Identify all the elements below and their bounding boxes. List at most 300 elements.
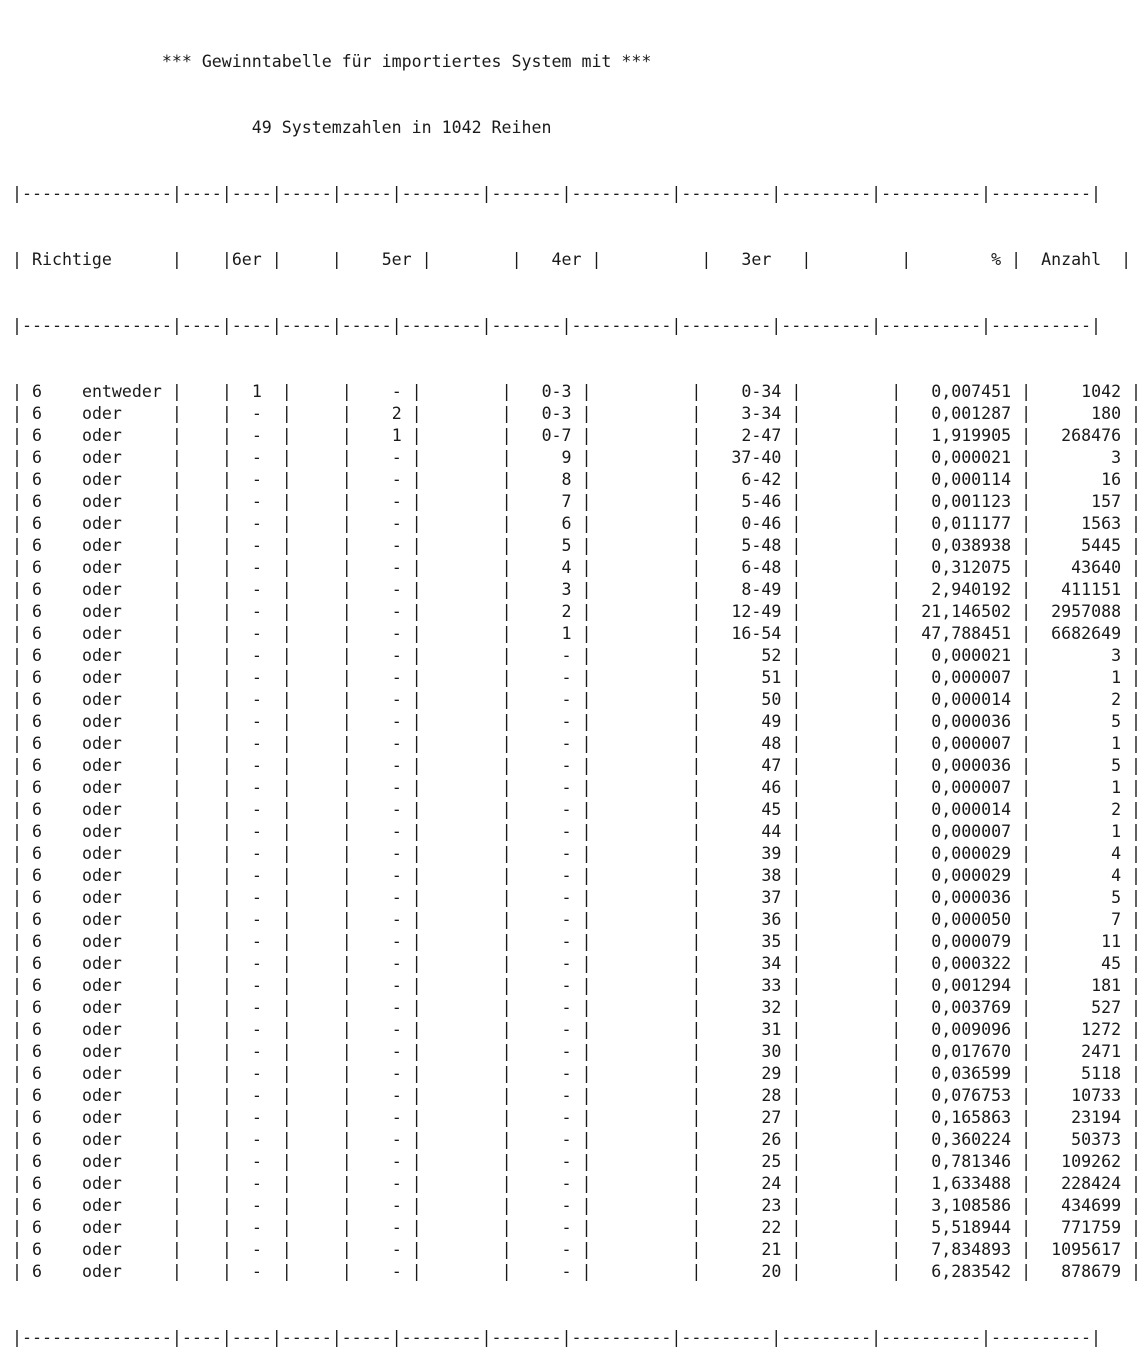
cell-percent: 0,000007 <box>921 822 1012 841</box>
cell-5er: - <box>391 448 402 467</box>
cell-wahl: oder <box>81 426 162 445</box>
cell-5er: - <box>391 1042 402 1061</box>
cell-wahl: oder <box>81 932 162 951</box>
cell-richtige: 6 <box>31 1174 72 1193</box>
cell-wahl: oder <box>81 778 162 797</box>
cell-5er: - <box>391 1262 402 1281</box>
cell-wahl: oder <box>81 954 162 973</box>
cell-richtige: 6 <box>31 1108 72 1127</box>
cell-3er: 39 <box>731 844 782 863</box>
cell-3er: 28 <box>731 1086 782 1105</box>
cell-richtige: 6 <box>31 514 72 533</box>
cell-anzahl: 2471 <box>1051 1042 1122 1061</box>
table-row: | 6 oder | | - | | - | | - | | 52 | | 0,000021 | 3 | <box>12 646 1141 665</box>
table-rule-header: |---------------|----|----|-----|-----|--------|-------|----------|---------|---------|----------|----------| <box>12 316 1101 335</box>
cell-wahl: oder <box>81 800 162 819</box>
cell-6er: - <box>251 558 262 577</box>
cell-6er: - <box>251 1262 262 1281</box>
table-row: | 6 oder | | - | | - | | 2 | | 12-49 | | 21,146502 | 2957088 | <box>12 602 1141 621</box>
cell-5er: - <box>391 1174 402 1193</box>
table-row: | 6 oder | | - | | - | | - | | 36 | | 0,000050 | 7 | <box>12 910 1141 929</box>
cell-6er: - <box>251 1042 262 1061</box>
cell-percent: 0,312075 <box>921 558 1012 577</box>
cell-5er: 2 <box>391 404 402 423</box>
cell-percent: 1,633488 <box>921 1174 1012 1193</box>
table-row: | 6 oder | | - | | - | | - | | 21 | | 7,834893 | 1095617 | <box>12 1240 1141 1259</box>
cell-wahl: oder <box>81 844 162 863</box>
cell-3er: 31 <box>731 1020 782 1039</box>
cell-6er: - <box>251 1218 262 1237</box>
cell-3er: 51 <box>731 668 782 687</box>
cell-4er: 4 <box>541 558 572 577</box>
cell-anzahl: 5 <box>1051 888 1122 907</box>
title-indent-2 <box>12 118 252 137</box>
cell-6er: - <box>251 800 262 819</box>
cell-percent: 0,000029 <box>921 866 1012 885</box>
cell-5er: - <box>391 602 402 621</box>
cell-percent: 0,000021 <box>921 448 1012 467</box>
cell-4er: 0-3 <box>541 404 572 423</box>
cell-5er: - <box>391 558 402 577</box>
title-line-1 <box>12 51 1141 73</box>
cell-percent: 0,000114 <box>921 470 1012 489</box>
cell-6er: - <box>251 822 262 841</box>
cell-percent: 47,788451 <box>921 624 1012 643</box>
cell-percent: 0,000079 <box>921 932 1012 951</box>
table-row: | 6 oder | | - | | - | | - | | 27 | | 0,165863 | 23194 | <box>12 1108 1141 1127</box>
cell-4er: - <box>541 690 572 709</box>
cell-4er: 1 <box>541 624 572 643</box>
cell-percent: 0,000036 <box>921 888 1012 907</box>
cell-wahl: oder <box>81 1130 162 1149</box>
cell-5er: - <box>391 514 402 533</box>
cell-anzahl: 157 <box>1051 492 1122 511</box>
cell-richtige: 6 <box>31 602 72 621</box>
cell-percent: 0,000007 <box>921 778 1012 797</box>
cell-richtige: 6 <box>31 756 72 775</box>
cell-richtige: 6 <box>31 954 72 973</box>
cell-4er: 3 <box>541 580 572 599</box>
cell-4er: - <box>541 1218 572 1237</box>
cell-6er: - <box>251 778 262 797</box>
cell-anzahl: 771759 <box>1051 1218 1122 1237</box>
cell-4er: - <box>541 888 572 907</box>
cell-wahl: oder <box>81 514 162 533</box>
cell-5er: - <box>391 668 402 687</box>
header-percent: % <box>991 250 1002 269</box>
table-row: | 6 oder | | - | | - | | - | | 44 | | 0,000007 | 1 | <box>12 822 1141 841</box>
cell-3er: 3-34 <box>731 404 782 423</box>
cell-wahl: oder <box>81 1174 162 1193</box>
cell-percent: 21,146502 <box>921 602 1012 621</box>
title-text-1: *** Gewinntabelle für importiertes System mit *** <box>161 52 652 71</box>
cell-4er: - <box>541 1020 572 1039</box>
cell-4er: - <box>541 1240 572 1259</box>
cell-percent: 0,781346 <box>921 1152 1012 1171</box>
cell-4er: 6 <box>541 514 572 533</box>
cell-5er: - <box>391 492 402 511</box>
cell-richtige: 6 <box>31 558 72 577</box>
cell-percent: 0,001287 <box>921 404 1012 423</box>
cell-wahl: oder <box>81 646 162 665</box>
cell-percent: 0,017670 <box>921 1042 1012 1061</box>
cell-anzahl: 1 <box>1051 734 1122 753</box>
cell-anzahl: 50373 <box>1051 1130 1122 1149</box>
cell-3er: 24 <box>731 1174 782 1193</box>
cell-richtige: 6 <box>31 844 72 863</box>
cell-percent: 0,000021 <box>921 646 1012 665</box>
table-row: | 6 oder | | - | | 2 | | 0-3 | | 3-34 | | 0,001287 | 180 | <box>12 404 1141 423</box>
cell-4er: 9 <box>541 448 572 467</box>
cell-4er: - <box>541 1152 572 1171</box>
cell-richtige: 6 <box>31 1262 72 1281</box>
cell-3er: 30 <box>731 1042 782 1061</box>
cell-3er: 25 <box>731 1152 782 1171</box>
cell-4er: - <box>541 932 572 951</box>
cell-5er: - <box>391 712 402 731</box>
table-row: | 6 oder | | - | | - | | - | | 22 | | 5,518944 | 771759 | <box>12 1218 1141 1237</box>
cell-wahl: oder <box>81 976 162 995</box>
cell-anzahl: 1563 <box>1051 514 1122 533</box>
cell-percent: 0,000014 <box>921 690 1012 709</box>
cell-anzahl: 180 <box>1051 404 1122 423</box>
cell-richtige: 6 <box>31 1086 72 1105</box>
table-row: | 6 oder | | - | | - | | 5 | | 5-48 | | 0,038938 | 5445 | <box>12 536 1141 555</box>
table-row: | 6 oder | | - | | - | | 9 | | 37-40 | | 0,000021 | 3 | <box>12 448 1141 467</box>
cell-anzahl: 878679 <box>1051 1262 1122 1281</box>
table-row: | 6 oder | | - | | - | | 7 | | 5-46 | | 0,001123 | 157 | <box>12 492 1141 511</box>
cell-6er: 1 <box>251 382 262 401</box>
cell-anzahl: 23194 <box>1051 1108 1122 1127</box>
cell-3er: 46 <box>731 778 782 797</box>
cell-wahl: oder <box>81 866 162 885</box>
cell-percent: 0,000036 <box>921 756 1012 775</box>
cell-wahl: oder <box>81 668 162 687</box>
cell-anzahl: 268476 <box>1051 426 1122 445</box>
cell-richtige: 6 <box>31 382 72 401</box>
cell-richtige: 6 <box>31 712 72 731</box>
cell-4er: - <box>541 1196 572 1215</box>
cell-6er: - <box>251 668 262 687</box>
cell-anzahl: 411151 <box>1051 580 1122 599</box>
cell-wahl: oder <box>81 492 162 511</box>
cell-richtige: 6 <box>31 1064 72 1083</box>
table-row: | 6 oder | | - | | - | | - | | 49 | | 0,000036 | 5 | <box>12 712 1141 731</box>
cell-6er: - <box>251 448 262 467</box>
cell-4er: - <box>541 998 572 1017</box>
cell-4er: - <box>541 1174 572 1193</box>
cell-anzahl: 5 <box>1051 756 1122 775</box>
table-body <box>12 381 1141 1283</box>
cell-richtige: 6 <box>31 426 72 445</box>
cell-percent: 0,000007 <box>921 734 1012 753</box>
cell-wahl: oder <box>81 910 162 929</box>
header-3er: 3er <box>741 250 772 269</box>
cell-richtige: 6 <box>31 778 72 797</box>
table-row: | 6 oder | | - | | - | | - | | 38 | | 0,000029 | 4 | <box>12 866 1141 885</box>
cell-3er: 29 <box>731 1064 782 1083</box>
cell-3er: 48 <box>731 734 782 753</box>
table-row: | 6 oder | | - | | - | | - | | 24 | | 1,633488 | 228424 | <box>12 1174 1141 1193</box>
cell-anzahl: 5118 <box>1051 1064 1122 1083</box>
cell-5er: - <box>391 624 402 643</box>
cell-wahl: oder <box>81 602 162 621</box>
cell-6er: - <box>251 1152 262 1171</box>
cell-4er: - <box>541 800 572 819</box>
table-row: | 6 oder | | - | | - | | - | | 48 | | 0,000007 | 1 | <box>12 734 1141 753</box>
cell-percent: 6,283542 <box>921 1262 1012 1281</box>
cell-richtige: 6 <box>31 932 72 951</box>
cell-anzahl: 181 <box>1051 976 1122 995</box>
cell-richtige: 6 <box>31 910 72 929</box>
cell-4er: - <box>541 1262 572 1281</box>
cell-6er: - <box>251 536 262 555</box>
cell-wahl: oder <box>81 1020 162 1039</box>
cell-3er: 33 <box>731 976 782 995</box>
cell-richtige: 6 <box>31 866 72 885</box>
cell-richtige: 6 <box>31 822 72 841</box>
cell-4er: 5 <box>541 536 572 555</box>
cell-3er: 22 <box>731 1218 782 1237</box>
cell-anzahl: 11 <box>1051 932 1122 951</box>
table-header-row: | Richtige | |6er | | 5er | | 4er | | 3er | | % | Anzahl | <box>12 250 1132 269</box>
header-anzahl: Anzahl <box>1041 250 1102 269</box>
table-row: | 6 oder | | - | | - | | 6 | | 0-46 | | 0,011177 | 1563 | <box>12 514 1141 533</box>
cell-wahl: entweder <box>81 382 162 401</box>
cell-4er: - <box>541 1086 572 1105</box>
cell-percent: 7,834893 <box>921 1240 1012 1259</box>
cell-richtige: 6 <box>31 624 72 643</box>
cell-5er: - <box>391 1108 402 1127</box>
header-6er: 6er <box>231 250 262 269</box>
cell-anzahl: 5 <box>1051 712 1122 731</box>
cell-6er: - <box>251 976 262 995</box>
table-row: | 6 oder | | - | | - | | 4 | | 6-48 | | 0,312075 | 43640 | <box>12 558 1141 577</box>
cell-wahl: oder <box>81 1262 162 1281</box>
cell-wahl: oder <box>81 712 162 731</box>
cell-wahl: oder <box>81 1196 162 1215</box>
table-row: | 6 oder | | - | | - | | - | | 32 | | 0,003769 | 527 | <box>12 998 1141 1017</box>
cell-4er: - <box>541 954 572 973</box>
cell-5er: - <box>391 382 402 401</box>
cell-4er: - <box>541 1042 572 1061</box>
cell-4er: 7 <box>541 492 572 511</box>
cell-6er: - <box>251 1196 262 1215</box>
table-row: | 6 oder | | - | | - | | 3 | | 8-49 | | 2,940192 | 411151 | <box>12 580 1141 599</box>
cell-wahl: oder <box>81 1218 162 1237</box>
table-row: | 6 oder | | - | | - | | - | | 35 | | 0,000079 | 11 | <box>12 932 1141 951</box>
table-row: | 6 oder | | - | | - | | - | | 23 | | 3,108586 | 434699 | <box>12 1196 1141 1215</box>
cell-wahl: oder <box>81 1108 162 1127</box>
cell-percent: 0,009096 <box>921 1020 1012 1039</box>
cell-percent: 0,011177 <box>921 514 1012 533</box>
cell-6er: - <box>251 1086 262 1105</box>
cell-3er: 34 <box>731 954 782 973</box>
table-rule-top: |---------------|----|----|-----|-----|--------|-------|----------|---------|---------|----------|----------| <box>12 184 1101 203</box>
cell-5er: - <box>391 1218 402 1237</box>
cell-wahl: oder <box>81 470 162 489</box>
cell-3er: 27 <box>731 1108 782 1127</box>
cell-percent: 0,000036 <box>921 712 1012 731</box>
table-row: | 6 oder | | - | | - | | - | | 20 | | 6,283542 | 878679 | <box>12 1262 1141 1281</box>
cell-anzahl: 527 <box>1051 998 1122 1017</box>
table-row: | 6 oder | | - | | - | | - | | 26 | | 0,360224 | 50373 | <box>12 1130 1141 1149</box>
cell-6er: - <box>251 404 262 423</box>
cell-6er: - <box>251 734 262 753</box>
cell-anzahl: 2957088 <box>1051 602 1122 621</box>
cell-percent: 0,036599 <box>921 1064 1012 1083</box>
table-row: | 6 oder | | - | | - | | - | | 50 | | 0,000014 | 2 | <box>12 690 1141 709</box>
cell-4er: 8 <box>541 470 572 489</box>
cell-percent: 0,165863 <box>921 1108 1012 1127</box>
cell-richtige: 6 <box>31 668 72 687</box>
table-row: | 6 oder | | - | | - | | - | | 46 | | 0,000007 | 1 | <box>12 778 1141 797</box>
cell-4er: - <box>541 976 572 995</box>
cell-wahl: oder <box>81 580 162 599</box>
cell-4er: 0-3 <box>541 382 572 401</box>
table-row: | 6 entweder | | 1 | | - | | 0-3 | | 0-34 | | 0,007451 | 1042 | <box>12 382 1141 401</box>
cell-3er: 44 <box>731 822 782 841</box>
cell-wahl: oder <box>81 756 162 775</box>
cell-richtige: 6 <box>31 1218 72 1237</box>
cell-3er: 37-40 <box>731 448 782 467</box>
cell-richtige: 6 <box>31 888 72 907</box>
cell-percent: 0,076753 <box>921 1086 1012 1105</box>
cell-4er: 0-7 <box>541 426 572 445</box>
cell-6er: - <box>251 1064 262 1083</box>
table-row: | 6 oder | | - | | - | | 8 | | 6-42 | | 0,000114 | 16 | <box>12 470 1141 489</box>
cell-5er: - <box>391 888 402 907</box>
cell-3er: 20 <box>731 1262 782 1281</box>
cell-5er: - <box>391 1240 402 1259</box>
cell-3er: 49 <box>731 712 782 731</box>
cell-anzahl: 4 <box>1051 844 1122 863</box>
cell-richtige: 6 <box>31 800 72 819</box>
cell-6er: - <box>251 1240 262 1259</box>
cell-richtige: 6 <box>31 492 72 511</box>
cell-4er: - <box>541 646 572 665</box>
cell-3er: 8-49 <box>731 580 782 599</box>
cell-wahl: oder <box>81 1042 162 1061</box>
table-row: | 6 oder | | - | | - | | - | | 28 | | 0,076753 | 10733 | <box>12 1086 1141 1105</box>
cell-3er: 35 <box>731 932 782 951</box>
cell-4er: - <box>541 1064 572 1083</box>
cell-wahl: oder <box>81 536 162 555</box>
cell-3er: 50 <box>731 690 782 709</box>
cell-richtige: 6 <box>31 470 72 489</box>
cell-5er: - <box>391 1152 402 1171</box>
cell-4er: 2 <box>541 602 572 621</box>
cell-percent: 1,919905 <box>921 426 1012 445</box>
cell-5er: - <box>391 470 402 489</box>
cell-anzahl: 3 <box>1051 448 1122 467</box>
cell-3er: 5-46 <box>731 492 782 511</box>
cell-wahl: oder <box>81 1152 162 1171</box>
table-row: | 6 oder | | - | | - | | - | | 29 | | 0,036599 | 5118 | <box>12 1064 1141 1083</box>
cell-wahl: oder <box>81 624 162 643</box>
cell-6er: - <box>251 1130 262 1149</box>
cell-3er: 16-54 <box>731 624 782 643</box>
cell-anzahl: 1042 <box>1051 382 1122 401</box>
cell-5er: - <box>391 866 402 885</box>
table-row: | 6 oder | | - | | - | | - | | 45 | | 0,000014 | 2 | <box>12 800 1141 819</box>
cell-anzahl: 45 <box>1051 954 1122 973</box>
cell-3er: 2-47 <box>731 426 782 445</box>
cell-6er: - <box>251 690 262 709</box>
cell-6er: - <box>251 1108 262 1127</box>
cell-percent: 0,000050 <box>921 910 1012 929</box>
cell-anzahl: 434699 <box>1051 1196 1122 1215</box>
cell-4er: - <box>541 1108 572 1127</box>
cell-6er: - <box>251 1020 262 1039</box>
cell-4er: - <box>541 668 572 687</box>
cell-percent: 0,001123 <box>921 492 1012 511</box>
cell-5er: - <box>391 954 402 973</box>
cell-percent: 3,108586 <box>921 1196 1012 1215</box>
cell-wahl: oder <box>81 1086 162 1105</box>
table-row: | 6 oder | | - | | - | | 1 | | 16-54 | | 47,788451 | 6682649 | <box>12 624 1141 643</box>
cell-4er: - <box>541 822 572 841</box>
cell-3er: 26 <box>731 1130 782 1149</box>
cell-anzahl: 43640 <box>1051 558 1122 577</box>
cell-wahl: oder <box>81 1064 162 1083</box>
cell-percent: 0,000014 <box>921 800 1012 819</box>
cell-3er: 47 <box>731 756 782 775</box>
cell-richtige: 6 <box>31 976 72 995</box>
cell-wahl: oder <box>81 448 162 467</box>
cell-percent: 0,000322 <box>921 954 1012 973</box>
cell-wahl: oder <box>81 998 162 1017</box>
cell-6er: - <box>251 646 262 665</box>
cell-anzahl: 5445 <box>1051 536 1122 555</box>
cell-5er: - <box>391 734 402 753</box>
cell-6er: - <box>251 426 262 445</box>
cell-anzahl: 228424 <box>1051 1174 1122 1193</box>
title-text-2: 49 Systemzahlen in 1042 Reihen <box>251 118 552 137</box>
cell-4er: - <box>541 866 572 885</box>
cell-percent: 0,360224 <box>921 1130 1012 1149</box>
cell-percent: 5,518944 <box>921 1218 1012 1237</box>
cell-6er: - <box>251 602 262 621</box>
cell-5er: - <box>391 800 402 819</box>
table-row: | 6 oder | | - | | - | | - | | 31 | | 0,009096 | 1272 | <box>12 1020 1141 1039</box>
header-4er: 4er <box>551 250 582 269</box>
cell-anzahl: 1095617 <box>1051 1240 1122 1259</box>
cell-4er: - <box>541 734 572 753</box>
cell-6er: - <box>251 470 262 489</box>
cell-percent: 0,000007 <box>921 668 1012 687</box>
cell-richtige: 6 <box>31 690 72 709</box>
cell-3er: 6-42 <box>731 470 782 489</box>
cell-richtige: 6 <box>31 1042 72 1061</box>
cell-percent: 0,007451 <box>921 382 1012 401</box>
cell-3er: 0-34 <box>731 382 782 401</box>
cell-6er: - <box>251 624 262 643</box>
cell-4er: - <box>541 844 572 863</box>
cell-6er: - <box>251 910 262 929</box>
table-rule-bottom: |---------------|----|----|-----|-----|--------|-------|----------|---------|---------|----------|----------| <box>12 1328 1101 1347</box>
cell-richtige: 6 <box>31 536 72 555</box>
cell-5er: - <box>391 756 402 775</box>
cell-richtige: 6 <box>31 1240 72 1259</box>
cell-richtige: 6 <box>31 998 72 1017</box>
header-richtige: Richtige <box>31 250 112 269</box>
cell-5er: - <box>391 1020 402 1039</box>
cell-wahl: oder <box>81 558 162 577</box>
cell-6er: - <box>251 954 262 973</box>
cell-5er: - <box>391 976 402 995</box>
cell-anzahl: 3 <box>1051 646 1122 665</box>
